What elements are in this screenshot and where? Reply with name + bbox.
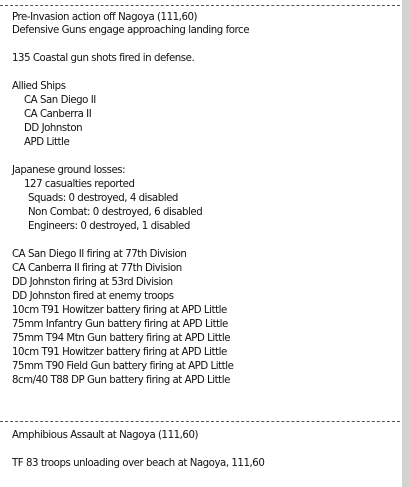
firing-line: CA Canberra II firing at 77th Division [12,263,182,274]
top-divider [0,5,402,6]
allied-ship-item: CA Canberra II [24,109,92,120]
firing-line: 75mm T90 Field Gun battery firing at APD Little [12,361,234,372]
firing-line: 10cm T91 Howitzer battery firing at APD Little [12,347,227,358]
section-divider [0,421,402,422]
loss-detail-item: Non Combat: 0 destroyed, 6 disabled [28,207,203,218]
firing-line: CA San Diego II firing at 77th Division [12,249,187,260]
loss-detail-item: Engineers: 0 destroyed, 1 disabled [28,221,190,232]
scrollbar-edge[interactable] [402,0,410,487]
section1-subheader: Defensive Guns engage approaching landing force [12,25,250,36]
allied-ship-item: CA San Diego II [24,95,96,106]
allied-ship-item: APD Little [24,137,70,148]
firing-line: DD Johnston firing at 53rd Division [12,277,173,288]
casualties-text: 127 casualties reported [24,179,135,190]
firing-line: 75mm Infantry Gun battery firing at APD Little [12,319,228,330]
firing-line: DD Johnston fired at enemy troops [12,291,174,302]
unloading-text: TF 83 troops unloading over beach at Nagoya, 111,60 [12,458,265,469]
firing-line: 75mm T94 Mtn Gun battery firing at APD Little [12,333,231,344]
section2-header: Amphibious Assault at Nagoya (111,60) [12,430,199,441]
ground-losses-heading: Japanese ground losses: [12,165,126,176]
firing-line: 8cm/40 T88 DP Gun battery firing at APD Little [12,375,230,386]
section1-header: Pre-Invasion action off Nagoya (111,60) [12,12,198,23]
loss-detail-item: Squads: 0 destroyed, 4 disabled [28,193,178,204]
allied-ship-item: DD Johnston [24,123,83,134]
allied-ships-heading: Allied Ships [12,81,66,92]
firing-line: 10cm T91 Howitzer battery firing at APD Little [12,305,227,316]
coastal-shots-text: 135 Coastal gun shots fired in defense. [12,53,195,64]
